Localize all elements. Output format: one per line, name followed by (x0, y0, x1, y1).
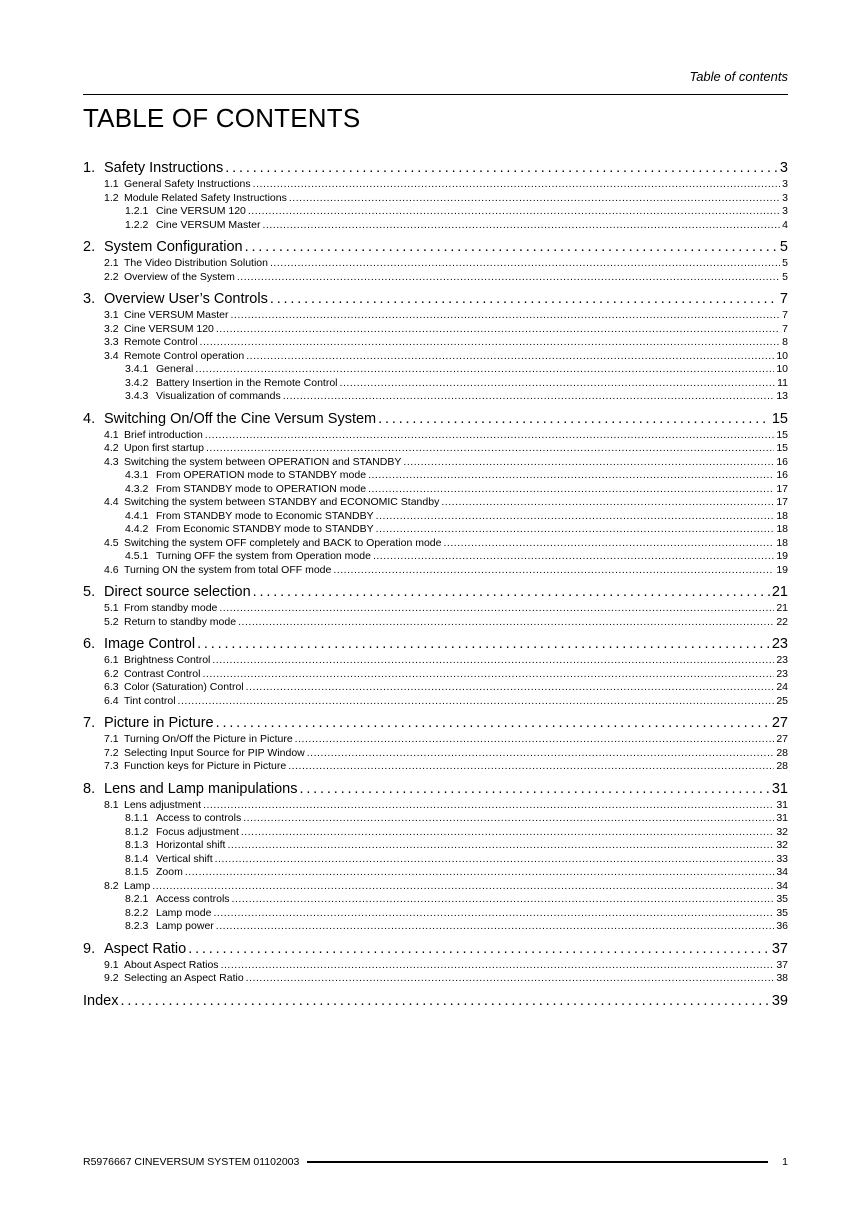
toc-entry-title: From STANDBY mode to Economic STANDBY (156, 509, 374, 522)
toc-entry-title: Remote Control (124, 336, 198, 348)
toc-entry[interactable] (83, 733, 788, 747)
toc-entry-title: Lamp (124, 879, 151, 892)
toc-entry-title: Brief introduction (124, 428, 203, 441)
toc-entry[interactable] (83, 668, 788, 682)
dot-leader (178, 695, 775, 707)
toc-entry-number: 2. (83, 239, 96, 255)
dot-leader (373, 550, 774, 562)
toc-entry-title: General (156, 363, 194, 375)
toc-entry-number: 2.2 (104, 270, 119, 283)
dot-leader (216, 715, 770, 731)
toc-entry[interactable] (83, 205, 788, 219)
table-of-contents (83, 160, 788, 1011)
dot-leader (237, 271, 780, 283)
toc-entry-page: 5 (782, 270, 788, 283)
toc-entry-number: 1.2 (104, 191, 119, 204)
dot-leader (216, 323, 780, 335)
toc-entry-number: 4.2 (104, 442, 119, 454)
toc-entry-number: 3.4.3 (125, 390, 149, 402)
toc-entry[interactable] (83, 496, 788, 510)
toc-entry[interactable] (83, 654, 788, 668)
toc-entry-page: 5 (779, 239, 788, 255)
toc-entry[interactable] (83, 192, 788, 206)
toc-entry[interactable] (83, 866, 788, 880)
toc-entry-title: Switching the system between OPERATION and STANDBY (124, 455, 402, 468)
toc-entry-number: 9.1 (104, 958, 119, 971)
dot-leader (241, 826, 774, 838)
toc-entry-title: Turning OFF the system from Operation mode (156, 550, 371, 562)
toc-entry-number: 3.2 (104, 322, 119, 335)
dot-leader (253, 178, 781, 190)
toc-entry-page: 27 (771, 715, 788, 731)
toc-entry-number: 9. (83, 940, 96, 957)
toc-entry-title: Overview User’s Controls (104, 291, 268, 307)
toc-entry-title: Selecting an Aspect Ratio (124, 972, 244, 984)
toc-entry-page: 35 (776, 893, 788, 905)
toc-entry-title: Lens adjustment (124, 798, 202, 811)
dot-leader (307, 747, 775, 759)
toc-entry-title: Lens and Lamp manipulations (104, 780, 298, 797)
dot-leader (206, 442, 774, 454)
toc-entry-title: Aspect Ratio (104, 940, 187, 957)
toc-entry-page: 37 (776, 958, 788, 971)
dot-leader (188, 941, 770, 957)
toc-entry[interactable] (83, 291, 788, 309)
toc-entry-title: From Economic STANDBY mode to STANDBY (156, 523, 374, 535)
toc-entry[interactable] (83, 510, 788, 524)
toc-entry-number: 2.1 (104, 257, 119, 269)
toc-entry-title: Battery Insertion in the Remote Control (156, 376, 338, 389)
toc-entry-page: 18 (776, 523, 788, 535)
toc-entry-page: 34 (776, 879, 788, 892)
dot-leader (340, 377, 776, 389)
toc-entry[interactable] (83, 959, 788, 973)
toc-entry-number: 5. (83, 584, 96, 600)
toc-entry-title: Picture in Picture (104, 715, 214, 731)
toc-entry-title: Cine VERSUM 120 (156, 205, 246, 217)
toc-entry-number: 8.1.3 (125, 839, 149, 851)
toc-entry[interactable] (83, 972, 788, 986)
toc-entry-title: Safety Instructions (104, 160, 224, 176)
toc-entry-title: Switching the system between STANDBY and ECONOMIC Standby (124, 496, 440, 508)
toc-entry-title: Overview of the System (124, 270, 235, 283)
toc-entry-number: 4.4 (104, 496, 119, 508)
toc-entry[interactable] (83, 584, 788, 602)
toc-entry-page: 3 (782, 191, 788, 204)
toc-entry[interactable] (83, 257, 788, 271)
page-footer (83, 1156, 788, 1168)
toc-entry-page: 23 (776, 667, 788, 680)
dot-leader (288, 760, 774, 772)
toc-entry-page: 28 (776, 760, 788, 772)
dot-leader (225, 160, 778, 176)
toc-entry-page: 11 (777, 376, 788, 389)
page-number: 1 (782, 1156, 788, 1168)
dot-leader (245, 239, 778, 255)
dot-leader (213, 907, 774, 919)
toc-entry-number: 5.2 (104, 615, 119, 628)
toc-entry-title: Lamp power (156, 920, 214, 932)
toc-entry-number: 6.3 (104, 681, 119, 693)
dot-leader (253, 584, 770, 600)
toc-entry[interactable] (83, 636, 788, 654)
dot-leader (238, 616, 774, 628)
toc-entry-title: Cine VERSUM Master (124, 309, 229, 321)
dot-leader (215, 853, 775, 865)
toc-entry-page: 23 (776, 654, 788, 666)
toc-entry-title: About Aspect Ratios (124, 958, 219, 971)
toc-entry[interactable] (83, 839, 788, 853)
toc-entry-page: 31 (776, 798, 788, 811)
toc-entry-number: 7.1 (104, 733, 119, 745)
toc-entry-page: 16 (776, 469, 788, 481)
toc-entry-page: 15 (776, 428, 788, 441)
toc-entry[interactable] (83, 880, 788, 894)
toc-entry-title: Index (83, 992, 119, 1009)
dot-leader (368, 483, 774, 495)
toc-entry-number: 1.2.2 (125, 218, 149, 231)
toc-entry-page: 7 (782, 309, 788, 321)
toc-entry-number: 6.1 (104, 654, 119, 666)
toc-entry-title: Tint control (124, 694, 176, 707)
toc-entry-page: 15 (771, 410, 788, 427)
toc-entry-number: 8.1.5 (125, 866, 149, 878)
toc-entry-title: Function keys for Picture in Picture (124, 760, 287, 772)
toc-entry-page: 21 (776, 602, 788, 614)
dot-leader (376, 523, 775, 535)
toc-entry-title: Return to standby mode (124, 615, 237, 628)
toc-entry-page: 3 (782, 178, 788, 190)
dot-leader (246, 972, 775, 984)
toc-entry[interactable] (83, 993, 788, 1011)
dot-leader (295, 733, 775, 745)
dot-leader (246, 350, 774, 362)
toc-entry[interactable] (83, 564, 788, 578)
toc-entry-number: 8.2.3 (125, 920, 149, 932)
running-header: Table of contents (689, 69, 788, 84)
toc-entry-number: 8.1.2 (125, 825, 149, 838)
toc-entry[interactable] (83, 893, 788, 907)
toc-entry[interactable] (83, 456, 788, 470)
toc-entry[interactable] (83, 469, 788, 483)
toc-entry-number: 4.3 (104, 455, 119, 468)
dot-leader (248, 205, 780, 217)
toc-entry-number: 4.3.2 (125, 482, 149, 495)
toc-entry-page: 33 (776, 852, 788, 865)
toc-entry-number: 7. (83, 715, 96, 731)
dot-leader (283, 390, 775, 402)
toc-entry-number: 8.1.4 (125, 852, 149, 865)
toc-entry-title: Selecting Input Source for PIP Window (124, 746, 305, 759)
toc-entry[interactable] (83, 941, 788, 959)
toc-entry-page: 13 (776, 390, 788, 402)
dot-leader (246, 681, 775, 693)
toc-entry-number: 9.2 (104, 972, 119, 984)
dot-leader (197, 636, 770, 652)
toc-entry-title: Horizontal shift (156, 839, 226, 851)
dot-leader (376, 510, 775, 522)
toc-entry-title: Upon first startup (124, 442, 204, 454)
toc-entry-page: 3 (782, 205, 788, 217)
toc-entry-title: From OPERATION mode to STANDBY mode (156, 469, 367, 481)
toc-entry[interactable] (83, 377, 788, 391)
toc-entry-title: General Safety Instructions (124, 178, 251, 190)
toc-entry[interactable] (83, 429, 788, 443)
dot-leader (205, 429, 775, 441)
toc-entry-title: Image Control (104, 636, 196, 652)
dot-leader (212, 654, 774, 666)
toc-entry-page: 8 (782, 336, 788, 348)
dot-leader (203, 799, 774, 811)
dot-leader (227, 839, 774, 851)
toc-entry-title: System Configuration (104, 239, 243, 255)
toc-entry-title: Contrast Control (124, 667, 201, 680)
toc-entry-number: 4.4.1 (125, 509, 149, 522)
toc-entry-title: From STANDBY mode to OPERATION mode (156, 482, 367, 495)
toc-entry-number: 3.1 (104, 309, 119, 321)
toc-entry-number: 3.3 (104, 336, 119, 348)
toc-entry-title: Direct source selection (104, 584, 251, 600)
toc-entry-number: 6. (83, 636, 96, 652)
toc-entry-page: 7 (779, 291, 788, 307)
dot-leader (221, 959, 775, 971)
toc-entry-number: 1.1 (104, 178, 119, 190)
toc-entry[interactable] (83, 760, 788, 774)
toc-entry-number: 3.4.1 (125, 363, 149, 375)
toc-entry-number: 4.5.1 (125, 550, 149, 562)
dot-leader (378, 411, 770, 427)
toc-entry-page: 23 (771, 636, 788, 652)
toc-entry[interactable] (83, 695, 788, 709)
toc-entry-title: Focus adjustment (156, 825, 239, 838)
footer-divider (307, 1161, 768, 1163)
dot-leader (152, 880, 774, 892)
toc-entry-number: 7.3 (104, 760, 119, 772)
toc-entry-number: 1. (83, 160, 96, 176)
toc-entry-number: 3.4.2 (125, 376, 149, 389)
toc-entry-number: 6.4 (104, 694, 119, 707)
toc-entry-title: Lamp mode (156, 906, 212, 919)
toc-entry-page: 35 (776, 906, 788, 919)
toc-entry-page: 39 (771, 992, 788, 1009)
toc-entry-page: 37 (771, 940, 788, 957)
dot-leader (403, 456, 774, 468)
toc-entry-page: 21 (771, 584, 788, 600)
dot-leader (270, 257, 780, 269)
toc-entry-page: 34 (776, 866, 788, 878)
dot-leader (232, 893, 775, 905)
toc-entry[interactable] (83, 442, 788, 456)
toc-entry-page: 38 (776, 972, 788, 984)
toc-entry-page: 28 (776, 746, 788, 759)
toc-entry[interactable] (83, 323, 788, 337)
toc-entry-page: 18 (776, 509, 788, 522)
toc-entry-page: 32 (776, 839, 788, 851)
toc-entry[interactable] (83, 853, 788, 867)
toc-entry[interactable] (83, 799, 788, 813)
toc-entry-number: 8.2.2 (125, 906, 149, 919)
toc-entry-title: Cine VERSUM Master (156, 218, 261, 231)
toc-entry-title: From standby mode (124, 602, 218, 614)
dot-leader (441, 496, 774, 508)
toc-entry[interactable] (83, 907, 788, 921)
toc-entry-number: 3. (83, 291, 96, 307)
toc-entry[interactable] (83, 239, 788, 257)
toc-entry[interactable] (83, 178, 788, 192)
toc-entry[interactable] (83, 390, 788, 404)
dot-leader (333, 564, 774, 576)
toc-entry[interactable] (83, 747, 788, 761)
toc-entry-title: Visualization of commands (156, 390, 281, 402)
dot-leader (243, 812, 774, 824)
dot-leader (270, 291, 778, 307)
toc-entry[interactable] (83, 363, 788, 377)
toc-entry-number: 8.2.1 (125, 893, 149, 905)
toc-entry-page: 22 (776, 615, 788, 628)
toc-entry-page: 3 (779, 160, 788, 176)
toc-entry-number: 1.2.1 (125, 205, 149, 217)
toc-entry-page: 10 (776, 349, 788, 362)
dot-leader (120, 993, 769, 1009)
toc-entry[interactable] (83, 350, 788, 364)
toc-entry-number: 4.5 (104, 536, 119, 549)
dot-leader (219, 602, 774, 614)
toc-entry[interactable] (83, 826, 788, 840)
toc-entry-number: 4.6 (104, 563, 119, 576)
toc-entry[interactable] (83, 309, 788, 323)
document-id: R5976667 CINEVERSUM SYSTEM 01102003 (83, 1156, 300, 1168)
dot-leader (230, 309, 780, 321)
dot-leader (368, 469, 774, 481)
toc-entry-page: 19 (776, 563, 788, 576)
toc-entry[interactable] (83, 483, 788, 497)
toc-entry[interactable] (83, 411, 788, 429)
toc-entry-number: 3.4 (104, 349, 119, 362)
toc-entry[interactable] (83, 781, 788, 799)
toc-entry[interactable] (83, 219, 788, 233)
toc-entry[interactable] (83, 812, 788, 826)
toc-entry-title: Vertical shift (156, 852, 213, 865)
dot-leader (202, 668, 774, 680)
dot-leader (195, 363, 774, 375)
toc-entry-number: 8. (83, 780, 96, 797)
toc-entry-page: 4 (782, 218, 788, 231)
toc-entry-number: 4.3.1 (125, 469, 149, 481)
header-divider (83, 94, 788, 95)
toc-entry-number: 8.1 (104, 798, 119, 811)
toc-entry-number: 8.2 (104, 879, 119, 892)
dot-leader (299, 781, 769, 797)
toc-entry[interactable] (83, 160, 788, 178)
toc-entry-title: Zoom (156, 866, 183, 878)
toc-entry-number: 4. (83, 410, 96, 427)
dot-leader (443, 537, 774, 549)
dot-leader (185, 866, 774, 878)
toc-entry-page: 16 (776, 455, 788, 468)
toc-entry-title: Switching the system OFF completely and BACK to Operation mode (124, 536, 442, 549)
toc-entry-page: 18 (776, 536, 788, 549)
toc-entry[interactable] (83, 715, 788, 733)
toc-entry[interactable] (83, 602, 788, 616)
toc-entry-page: 5 (782, 257, 788, 269)
dot-leader (289, 192, 780, 204)
toc-entry-number: 8.1.1 (125, 812, 149, 824)
toc-entry-title: Cine VERSUM 120 (124, 322, 214, 335)
toc-entry-number: 5.1 (104, 602, 119, 614)
toc-entry-page: 32 (776, 825, 788, 838)
toc-entry-number: 6.2 (104, 667, 119, 680)
dot-leader (262, 219, 780, 231)
toc-entry-page: 25 (776, 694, 788, 707)
toc-entry-page: 36 (776, 920, 788, 932)
toc-entry-title: Access to controls (156, 812, 242, 824)
toc-entry-title: Turning ON the system from total OFF mode (124, 563, 332, 576)
toc-entry-page: 19 (776, 550, 788, 562)
toc-entry-title: Turning On/Off the Picture in Picture (124, 733, 293, 745)
toc-entry-title: Module Related Safety Instructions (124, 191, 287, 204)
toc-entry[interactable] (83, 681, 788, 695)
toc-entry[interactable] (83, 336, 788, 350)
toc-entry-page: 15 (776, 442, 788, 454)
toc-entry-number: 7.2 (104, 746, 119, 759)
dot-leader (216, 920, 775, 932)
toc-entry-page: 10 (776, 363, 788, 375)
toc-entry[interactable] (83, 920, 788, 934)
toc-entry-page: 31 (771, 780, 788, 797)
toc-entry-number: 4.4.2 (125, 523, 149, 535)
toc-entry-title: Color (Saturation) Control (124, 681, 244, 693)
toc-entry-title: Switching On/Off the Cine Versum System (104, 410, 377, 427)
toc-entry-page: 17 (776, 482, 788, 495)
toc-entry-page: 7 (782, 322, 788, 335)
toc-entry-title: Brightness Control (124, 654, 211, 666)
toc-entry-title: Access controls (156, 893, 230, 905)
toc-entry-page: 31 (776, 812, 788, 824)
toc-entry-page: 27 (776, 733, 788, 745)
toc-entry[interactable] (83, 271, 788, 285)
toc-entry-title: Remote Control operation (124, 349, 245, 362)
toc-entry[interactable] (83, 523, 788, 537)
toc-entry[interactable] (83, 537, 788, 551)
toc-entry-number: 4.1 (104, 428, 119, 441)
toc-entry[interactable] (83, 616, 788, 630)
toc-entry[interactable] (83, 550, 788, 564)
toc-entry-page: 24 (776, 681, 788, 693)
toc-entry-title: The Video Distribution Solution (124, 257, 268, 269)
page-title: TABLE OF CONTENTS (83, 103, 361, 133)
toc-entry-page: 17 (776, 496, 788, 508)
dot-leader (200, 336, 781, 348)
